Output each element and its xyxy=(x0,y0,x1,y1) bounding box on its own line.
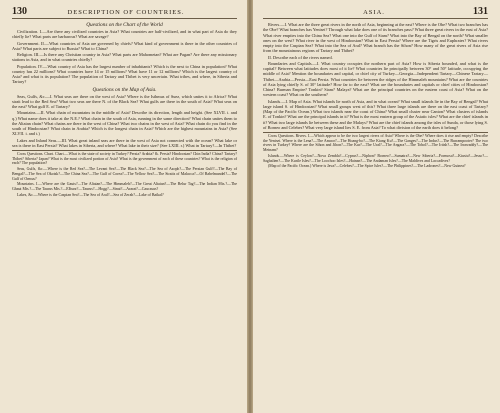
right-paragraph: Rivers.—I. What are the three great rivers in the north of Asia, beginning at the east? Where is the Obe? What two branches has the Obe? What branches has Yenisei? Through what lake does one of its branches pass? What three great rivers in the east of Asia? What river empties into the China Sea? What one into the Gulf of Siam? What into the Bay of Bengal on the north? What smaller ones on the west? What river in the west of Hindoostan? What in East Persia? Where are the Tigris and Euphrates? What rivers empty into the Caspian Sea? What into the Sea of Aral? What branch has the Sihon? How many of the great rivers of Asia rise from the mountainous regions of Tartary and Thibet? xyxy=(263,22,488,54)
left-paragraph: Seas, Gulfs, &c.—I. What seas are there on the west of Asia? Where is the Isthmus of Suez, which unites it to Africa? What strait lead to the Red Sea? What two seas are there N. of the Black Sea? What gulfs are there in the south of Asia? What seas on the east? What gulf E. of Tartary? xyxy=(12,93,237,109)
left-page-content xyxy=(12,6,237,409)
right-running-title: ASIA. xyxy=(363,9,385,16)
left-paragraph: Religion. III.—Is there any Christian country in Asia? What parts are Mahometan? What are Pagan? Are there any missionary stations in Asia, and in what countries chiefly? xyxy=(12,52,237,63)
left-divider xyxy=(12,150,237,151)
left-answer-paragraph: Mountains. I.—Where are the Gauts?—The Altaian?—The Himmaleh?—The Great Altaian?—The Belur Tag?—The Indian Mts.?—The Ghaut Mts.?—The Taurus Mts.?—Elburz?—Taurus?—Hogg?—Sinai?—Ararat?—Caucasus? xyxy=(12,182,237,191)
left-section2-title: Questions on the Map of Asia. xyxy=(92,86,157,93)
left-page xyxy=(0,0,247,413)
right-divider xyxy=(263,132,488,133)
left-answer-paragraph: Lakes, &c.—Where is the Caspian Sea?—The Sea of Aral?—Sea of Zerah?—Lake of Baikal? xyxy=(17,192,164,197)
right-paragraph: Islands.—I. Map of Asia. What islands lie north of Asia, and in what ocean? What small islands lie in the Bay of Bengal? What large island S. of Hindoostan? What small groups west of this? What three large islands are there on the east coast of Tartary? (Map of the Pacific Ocean.) What two islands near the coast of China? What small cluster near Canton? What clusters of islands E. of Tonkin? What are the principal islands in it? What is the most eastern group of the Asiatic isles? What are the chief islands in it? What two large islands lie between these and the Malays? What are the chief islands among the isles of Sunda, or those lying S. of Borneo and Celebes? What very large island lies S. E. from Asia? To what division of the earth does it belong? xyxy=(263,98,488,130)
left-paragraph: Civilization. I.—Are there any civilized countries in Asia? What countries are half-civilized, and in what part of Asia do they chiefly lie? What parts are barbarous? What are savage? xyxy=(12,29,237,40)
left-paragraph: Lakes and Inland Seas.—III. What great inland seas are there in the west of Asia not connected with the ocean? What lake or sea is there in East Persia? What lakes in Siberia, and where? What lake in their size? (See LXIII. r.) What in Tartary?—In Thibet? xyxy=(12,137,237,148)
right-page xyxy=(253,0,500,413)
left-paragraph: Population. IV.—What country of Asia has the largest number of inhabitants? Which is the next to China in population? What country has 22 millions? What countries have 14 or 15 millions? What have 11 or 12 millions? Which is the largest country of Asia? and what is its population? The population of Tartary and Thibet is very uncertain. What tribes, and where, in Siberia and Tartary? xyxy=(12,63,237,85)
right-page-number: 131 xyxy=(472,6,488,17)
left-running-title: DESCRIPTION OF COUNTRIES. xyxy=(67,9,185,16)
right-answer-paragraph: Islands.—Where is Ceylon?—Nova Zembla?—Cyprus?—Niphon? Borneo?—Sumatra?—New Siberia?—Formosa?—Kiusiu?—Jesso?—Saghalien?—The Kurile Isles?—The Loochoo Isles?—Hainan?—The Andaman Isles?—The Maldives and Laccadives? xyxy=(263,153,488,163)
right-paragraph: II. Describe each of the rivers named. xyxy=(268,54,333,60)
right-paragraph: Boundaries and Capitals.—I. What country occupies the northern part of Asia? How is Siberia bounded, and what is the capital? Between what latitudes does most of it lie? What countries lie principally between 30° and 50° latitude, occupying the middle of Asia? Mention the boundaries and capital, or chief city of Turkey—Georgia—Independent Tartary—Chinese Tartary—Thibet—Arabia—Persia—East Persia. What countries lie between the ridges of the Himmaleh mountains? What are the countries of Asia lying chiefly S. of 30° latitude? How far to the east? What are the boundaries and capitals or chief cities of Hindoostan? China? Burman Empire? Tonkin? Siam? Malaya? What are the principal countries on the eastern coast of Asia? What on the western coast? What on the southern? xyxy=(263,60,488,98)
left-paragraph: Mountains.—II. What chain of mountains in the middle of Asia? Describe its direction, length and height. (See XLVII. i. and q.) What name does it take at the N.E.? What chain in the south of Asia, running in the same direction? What chain unites them to the Altaian chain? What chains are there in the west of China? What two chains in the west of Asia? What chain do you find in the south of Hindoostan? What chain in Arabia? Which is the longest chain in Asia? Which are the highest mountains in Asia? (See XLVII. i. and t.) xyxy=(12,110,237,137)
left-section1-title: Questions on the Chart of the World xyxy=(86,22,163,28)
right-page-content xyxy=(263,6,488,409)
left-answer-paragraph: Seas, Gulfs, &c.—Where is the Red Sea?—The Levant Sea?—The Black Sea?—The Sea of Azoph?—The Persian Gulf?—The Bay of Bengal?—The Sea of Okotsk?—The China Sea?—The Gulf of Corea?—The Yellow Sea?—The Straits of Malacca?—Of Babelmandel?—The Gulf of Ormus? xyxy=(12,167,237,181)
right-page-header xyxy=(263,6,488,19)
right-answer-paragraph: (Map of the Pacific Ocean.) Where is Java?—Celebes?—The Spice Isles?—The Philippines?—The Ladrones?—New Guinea? xyxy=(268,164,466,169)
right-answer-paragraph: Cross Questions. Rivers. I.—Which appear to be the two largest rivers of Asia? Where is the Obe? Where does it rise and empty? Describe the Yenisei. Where is the Lena?—The Amoor?—The Hoang-ho?—The Kiang Ku?—The Ganges?—The Indus?—The Burrampooter? The two rivers in Turkey? Where are the Sihon and Jihon?—The Kur?—The Ural?—The Angara?—The Tobol?—The Irtish?—The Irrawaddy?—The Meinam? xyxy=(263,134,488,153)
left-page-header xyxy=(12,6,237,19)
left-answer-paragraph: Cross Questions. Chart. Chart.—What is the state of society in Turkey? Persia? Arabia? &. Persia? Hindoostan? Chin India? China? Tartary? Thibet? Siberia? Japan? What is the most civilized portion of Asia? What is the government of each of these countries? What is the religion of each? The population? xyxy=(12,152,237,166)
left-paragraph: Government. II.—What countries of Asia are governed by chiefs? What kind of government is there in the other countries of Asia? What parts are subject to Russia? What to China? xyxy=(12,40,237,51)
left-page-number: 130 xyxy=(12,6,27,17)
